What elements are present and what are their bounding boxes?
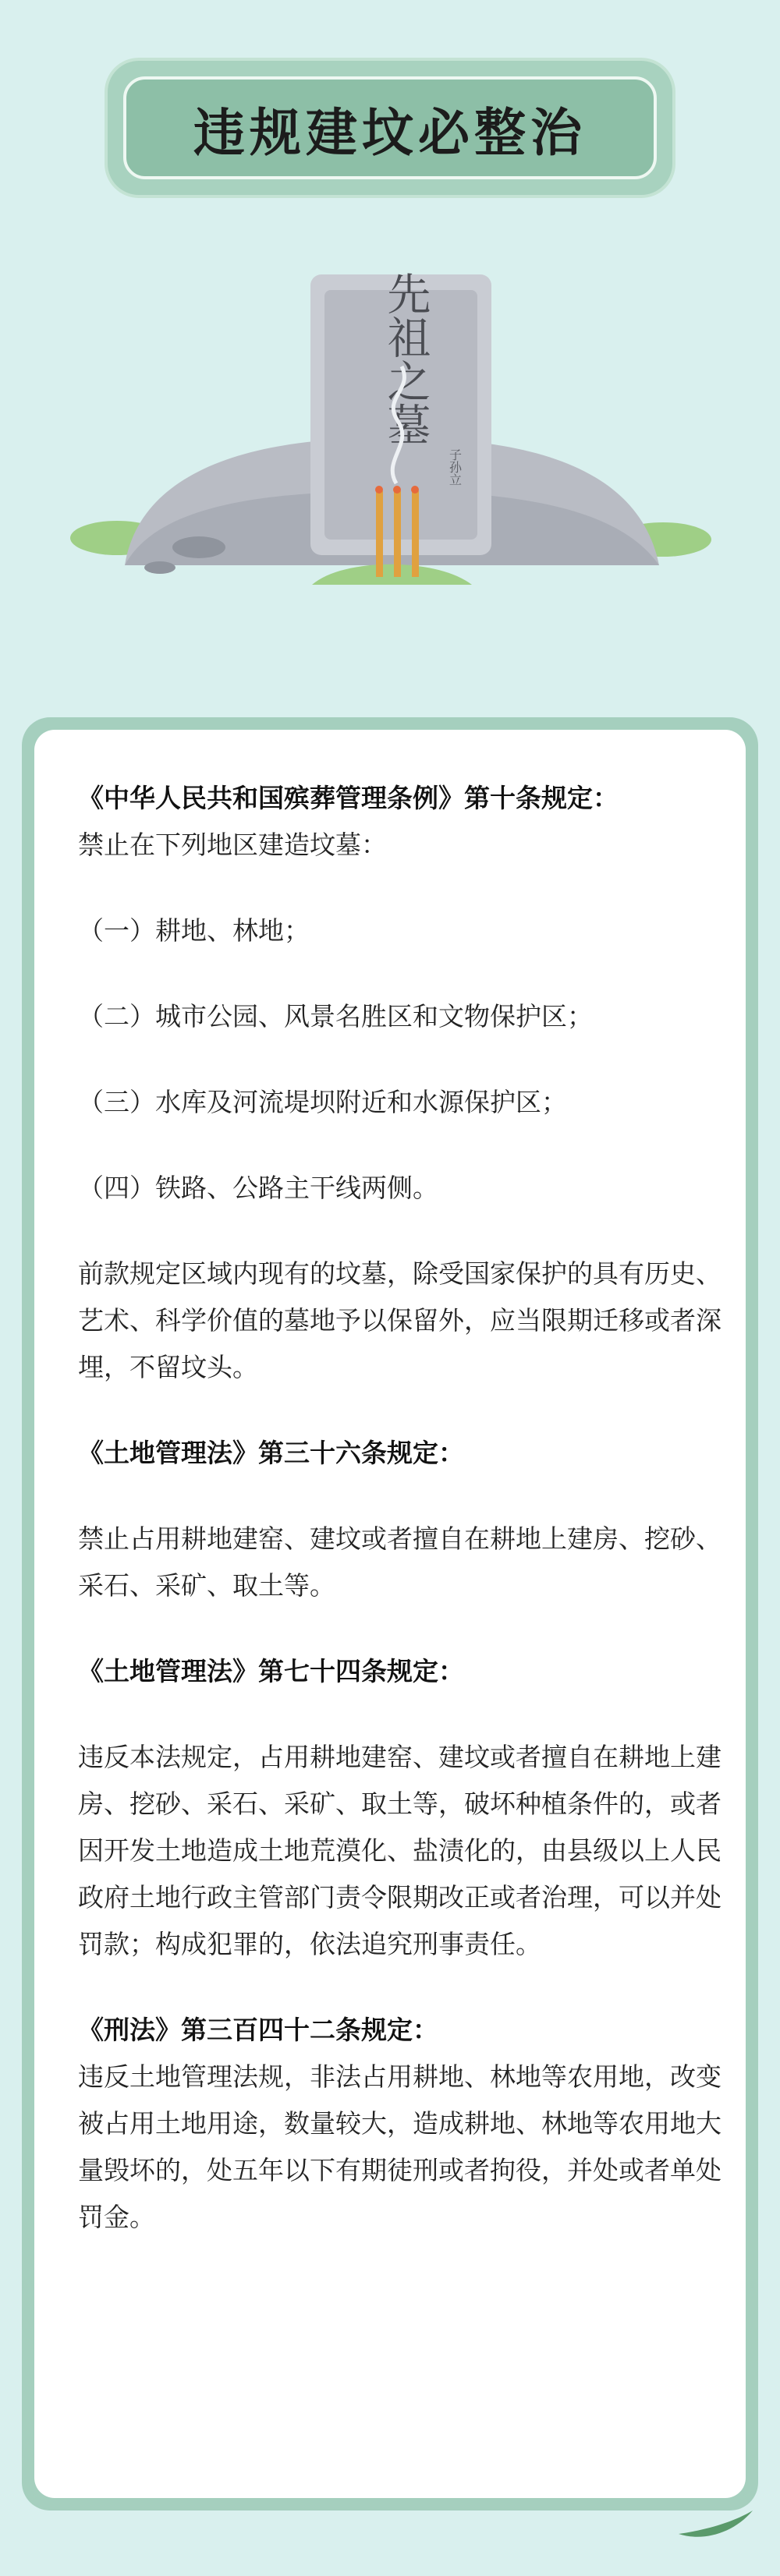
section-4-heading: 《刑法》第三百四十二条规定： [78,2015,438,2045]
section-1-paragraph: 前款规定区域内现有的坟墓，除受国家保护的具有历史、艺术、科学价值的墓地予以保留外，应当限期迁移或者深埋，不留坟头。 [78,1258,722,1382]
tombstone-main-text: 先祖之墓 [380,271,431,446]
content-body [78,775,725,2241]
section-1-item-2: （二）城市公园、风景名胜区和文物保护区； [78,1001,593,1031]
title-banner-inner [123,76,657,179]
section-2-paragraph: 禁止占用耕地建窑、建坟或者擅自在耕地上建房、挖砂、采石、采矿、取土等。 [78,1523,722,1601]
content-card-frame [22,717,758,2511]
section-3-paragraph: 违反本法规定，占用耕地建窑、建坟或者擅自在耕地上建房、挖砂、采石、采矿、取土等，破坏种植条件的，或者因开发土地造成土地荒漠化、盐渍化的，由县级以上人民政府土地行政主管部门责令限期改正或者治理，可以并处罚款；构成犯罪的，依法追究刑事责任。 [78,1742,722,1959]
section-3-heading: 《土地管理法》第七十四条规定： [78,1656,464,1686]
page-title: 违规建坟必整治 [193,102,587,163]
section-1-item-4: （四）铁路、公路主干线两侧。 [78,1173,438,1203]
stone-small [172,536,225,558]
content-card [34,730,746,2498]
section-1-intro: 禁止在下列地区建造坟墓： [78,830,387,860]
incense-stick-3 [412,491,419,577]
tombstone-side-text: 子孙立 [447,448,463,486]
stone-tiny [144,561,176,574]
ground [312,564,472,585]
incense-stick-1 [376,491,383,577]
title-banner [108,61,672,195]
section-1-item-1: （一）耕地、林地； [78,915,310,946]
section-1-heading: 《中华人民共和国殡葬管理条例》第十条规定： [78,783,619,813]
incense-stick-2 [394,491,401,577]
section-1-item-3: （三）水库及河流堤坝附近和水源保护区； [78,1087,567,1117]
leaf-bottom-right [671,2487,764,2549]
tomb-illustration [0,257,780,663]
section-4-paragraph: 违反土地管理法规，非法占用耕地、林地等农用地，改变被占用土地用途，数量较大，造成耕地、林地等农用地大量毁坏的，处五年以下有期徒刑或者拘役，并处或者单处罚金。 [78,2061,722,2232]
section-2-heading: 《土地管理法》第三十六条规定： [78,1438,464,1468]
